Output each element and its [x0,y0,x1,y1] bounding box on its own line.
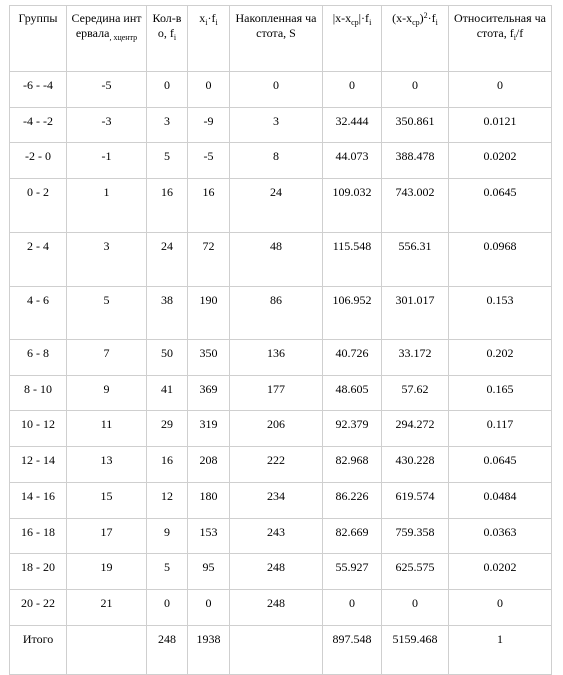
cell-count: 38 [147,287,188,340]
cell-abs-deviation: 109.032 [323,179,382,233]
cell-count: 0 [147,72,188,108]
cell-midpoint: 19 [67,554,147,590]
cell-sq-deviation: 388.478 [382,143,449,179]
cell-midpoint: 11 [67,411,147,447]
cell-cumulative: 136 [230,340,323,376]
cell-sq-deviation: 301.017 [382,287,449,340]
cell-cumulative: 222 [230,447,323,483]
cell-relative: 0.0645 [449,179,552,233]
header-cumulative: Накопленная частота, S [230,6,323,72]
table-row [10,447,552,483]
cell-sq-deviation: 350.861 [382,108,449,143]
cell-cumulative: 206 [230,411,323,447]
cell-group: 14 - 16 [10,483,67,519]
cell-midpoint: -3 [67,108,147,143]
cell-xf: -9 [188,108,230,143]
cell-xf: 72 [188,233,230,287]
cell-group: -6 - -4 [10,72,67,108]
cell-midpoint: 5 [67,287,147,340]
cell-midpoint: 17 [67,519,147,554]
cell-relative: 0.0968 [449,233,552,287]
table-row [10,483,552,519]
header-sq-deviation: $(x-x_{ср})^2\cdot f_i$ [382,6,449,72]
cell-xf: 350 [188,340,230,376]
cell-cumulative [230,626,323,675]
cell-count: 5 [147,143,188,179]
frequency-table [9,5,552,675]
cell-midpoint: 9 [67,376,147,411]
cell-midpoint: 1 [67,179,147,233]
cell-cumulative: 3 [230,108,323,143]
cell-sq-deviation: 0 [382,590,449,626]
cell-xf: 319 [188,411,230,447]
cell-midpoint: -5 [67,72,147,108]
cell-midpoint: -1 [67,143,147,179]
cell-relative: 0.117 [449,411,552,447]
cell-relative: 0 [449,72,552,108]
cell-count: 16 [147,179,188,233]
header-midpoint: Середина интервала$_{, xцентр}$ [67,6,147,72]
cell-abs-deviation: 92.379 [323,411,382,447]
table-row [10,108,552,143]
cell-abs-deviation: 44.073 [323,143,382,179]
cell-group: 6 - 8 [10,340,67,376]
cell-xf: 0 [188,72,230,108]
cell-sq-deviation: 556.31 [382,233,449,287]
cell-count: 29 [147,411,188,447]
table-row [10,554,552,590]
cell-relative: 1 [449,626,552,675]
header-group: Группы [10,6,67,72]
cell-abs-deviation: 897.548 [323,626,382,675]
cell-relative: 0.0202 [449,554,552,590]
cell-group: 2 - 4 [10,233,67,287]
cell-abs-deviation: 48.605 [323,376,382,411]
cell-abs-deviation: 115.548 [323,233,382,287]
cell-midpoint [67,626,147,675]
header-relative: Относительная частота, $f_i/f$ [449,6,552,72]
table-row [10,179,552,233]
table-row [10,233,552,287]
table-row [10,519,552,554]
cell-sq-deviation: 625.575 [382,554,449,590]
cell-cumulative: 48 [230,233,323,287]
cell-cumulative: 177 [230,376,323,411]
cell-midpoint: 3 [67,233,147,287]
cell-abs-deviation: 0 [323,72,382,108]
cell-relative: 0.0121 [449,108,552,143]
cell-relative: 0.0484 [449,483,552,519]
cell-relative: 0.0645 [449,447,552,483]
cell-sq-deviation: 0 [382,72,449,108]
cell-relative: 0.202 [449,340,552,376]
cell-xf: 95 [188,554,230,590]
cell-count: 248 [147,626,188,675]
header-xf: $x_i\cdot f_i$ [188,6,230,72]
cell-relative: 0.0202 [449,143,552,179]
cell-group: 16 - 18 [10,519,67,554]
cell-count: 12 [147,483,188,519]
cell-group: 12 - 14 [10,447,67,483]
cell-group: 18 - 20 [10,554,67,590]
cell-sq-deviation: 57.62 [382,376,449,411]
cell-group: -2 - 0 [10,143,67,179]
cell-sq-deviation: 430.228 [382,447,449,483]
cell-group: 10 - 12 [10,411,67,447]
cell-cumulative: 0 [230,72,323,108]
cell-count: 3 [147,108,188,143]
table-row [10,143,552,179]
table-row [10,590,552,626]
cell-count: 5 [147,554,188,590]
cell-xf: 180 [188,483,230,519]
cell-midpoint: 7 [67,340,147,376]
table-row [10,72,552,108]
cell-sq-deviation: 294.272 [382,411,449,447]
cell-abs-deviation: 32.444 [323,108,382,143]
cell-midpoint: 15 [67,483,147,519]
cell-xf: -5 [188,143,230,179]
cell-xf: 0 [188,590,230,626]
header-count: Кол-во, $f_i$ [147,6,188,72]
cell-cumulative: 24 [230,179,323,233]
cell-abs-deviation: 55.927 [323,554,382,590]
cell-sq-deviation: 619.574 [382,483,449,519]
cell-relative: 0 [449,590,552,626]
cell-cumulative: 234 [230,483,323,519]
cell-sq-deviation: 33.172 [382,340,449,376]
cell-group: -4 - -2 [10,108,67,143]
cell-group: 8 - 10 [10,376,67,411]
cell-group: Итого [10,626,67,675]
cell-abs-deviation: 106.952 [323,287,382,340]
cell-cumulative: 8 [230,143,323,179]
cell-relative: 0.0363 [449,519,552,554]
table-row [10,287,552,340]
cell-midpoint: 13 [67,447,147,483]
cell-abs-deviation: 82.968 [323,447,382,483]
cell-xf: 153 [188,519,230,554]
cell-cumulative: 248 [230,554,323,590]
cell-abs-deviation: 40.726 [323,340,382,376]
cell-abs-deviation: 82.669 [323,519,382,554]
cell-sq-deviation: 759.358 [382,519,449,554]
cell-midpoint: 21 [67,590,147,626]
cell-count: 0 [147,590,188,626]
cell-cumulative: 243 [230,519,323,554]
total-row [10,626,552,675]
cell-group: 0 - 2 [10,179,67,233]
cell-group: 20 - 22 [10,590,67,626]
table-row [10,376,552,411]
cell-xf: 208 [188,447,230,483]
cell-count: 50 [147,340,188,376]
header-row [10,6,552,72]
cell-cumulative: 86 [230,287,323,340]
cell-count: 16 [147,447,188,483]
table-row [10,340,552,376]
cell-abs-deviation: 0 [323,590,382,626]
cell-count: 41 [147,376,188,411]
cell-group: 4 - 6 [10,287,67,340]
table-row [10,411,552,447]
cell-count: 24 [147,233,188,287]
cell-sq-deviation: 5159.468 [382,626,449,675]
cell-count: 9 [147,519,188,554]
cell-relative: 0.165 [449,376,552,411]
cell-cumulative: 248 [230,590,323,626]
cell-relative: 0.153 [449,287,552,340]
header-abs-deviation: $|x-x_{ср}|\cdot f_i$ [323,6,382,72]
cell-xf: 16 [188,179,230,233]
cell-sq-deviation: 743.002 [382,179,449,233]
cell-xf: 1938 [188,626,230,675]
cell-xf: 190 [188,287,230,340]
cell-abs-deviation: 86.226 [323,483,382,519]
cell-xf: 369 [188,376,230,411]
